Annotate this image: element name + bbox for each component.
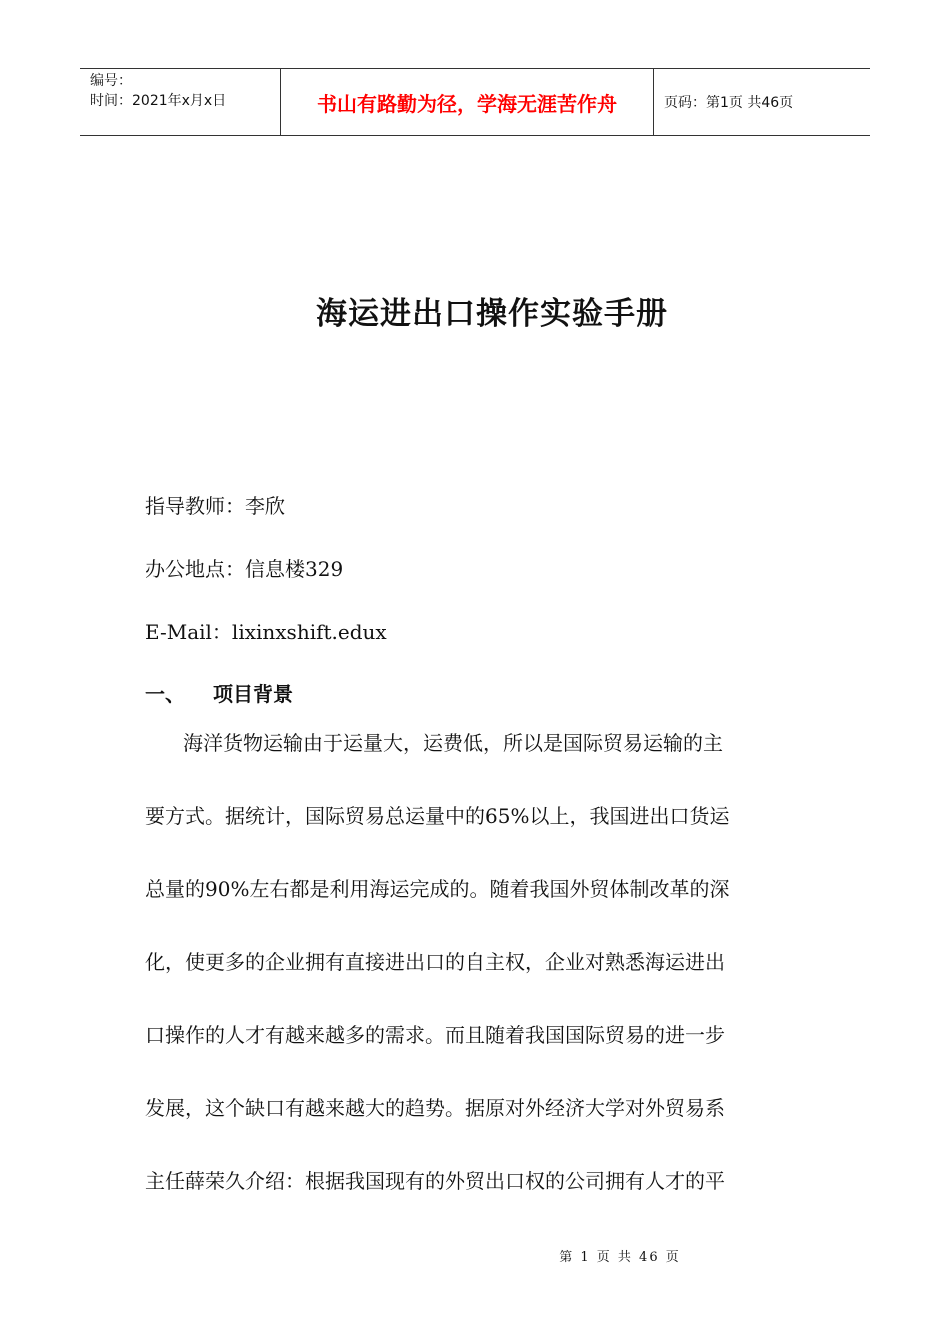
email-line: E-Mail：lixinxshift.edux [145, 620, 387, 644]
paragraph-line: 海洋货物运输由于运量大，运费低，所以是国际贸易运输的主 [183, 731, 723, 755]
paragraph-line: 要方式。据统计，国际贸易总运量中的65%以上，我国进出口货运 [145, 804, 730, 828]
section-title: 项目背景 [213, 682, 293, 706]
section-heading [145, 678, 293, 707]
instructor-line: 指导教师：李欣 [145, 494, 285, 518]
paragraph-line: 化，使更多的企业拥有直接进出口的自主权，企业对熟悉海运进出 [145, 950, 725, 974]
body-paragraph [145, 723, 805, 1234]
paragraph-line: 口操作的人才有越来越多的需求。而且随着我国国际贸易的进一步 [145, 1023, 725, 1047]
paragraph-line: 总量的90%左右都是利用海运完成的。随着我国外贸体制改革的深 [145, 877, 730, 901]
paragraph-line: 发展，这个缺口有越来越大的趋势。据原对外经济大学对外贸易系 [145, 1096, 725, 1120]
document-number-label: 编号： [90, 73, 132, 89]
header-meta-cell [80, 69, 281, 135]
header-motto: 书山有路勤为径，学海无涯苦作舟 [281, 69, 654, 135]
page-footer: 第 1 页 共 46 页 [559, 1250, 681, 1265]
paragraph-line: 主任薛荣久介绍：根据我国现有的外贸出口权的公司拥有人才的平 [145, 1169, 725, 1193]
document-date-label: 时间：2021年x月x日 [90, 93, 227, 109]
header-table [80, 68, 870, 136]
office-line: 办公地点：信息楼329 [145, 557, 344, 581]
document-title: 海运进出口操作实验手册 [316, 296, 668, 332]
header-page-info: 页码：第1页 共46页 [664, 95, 794, 111]
section-number: 一、 [145, 682, 185, 706]
